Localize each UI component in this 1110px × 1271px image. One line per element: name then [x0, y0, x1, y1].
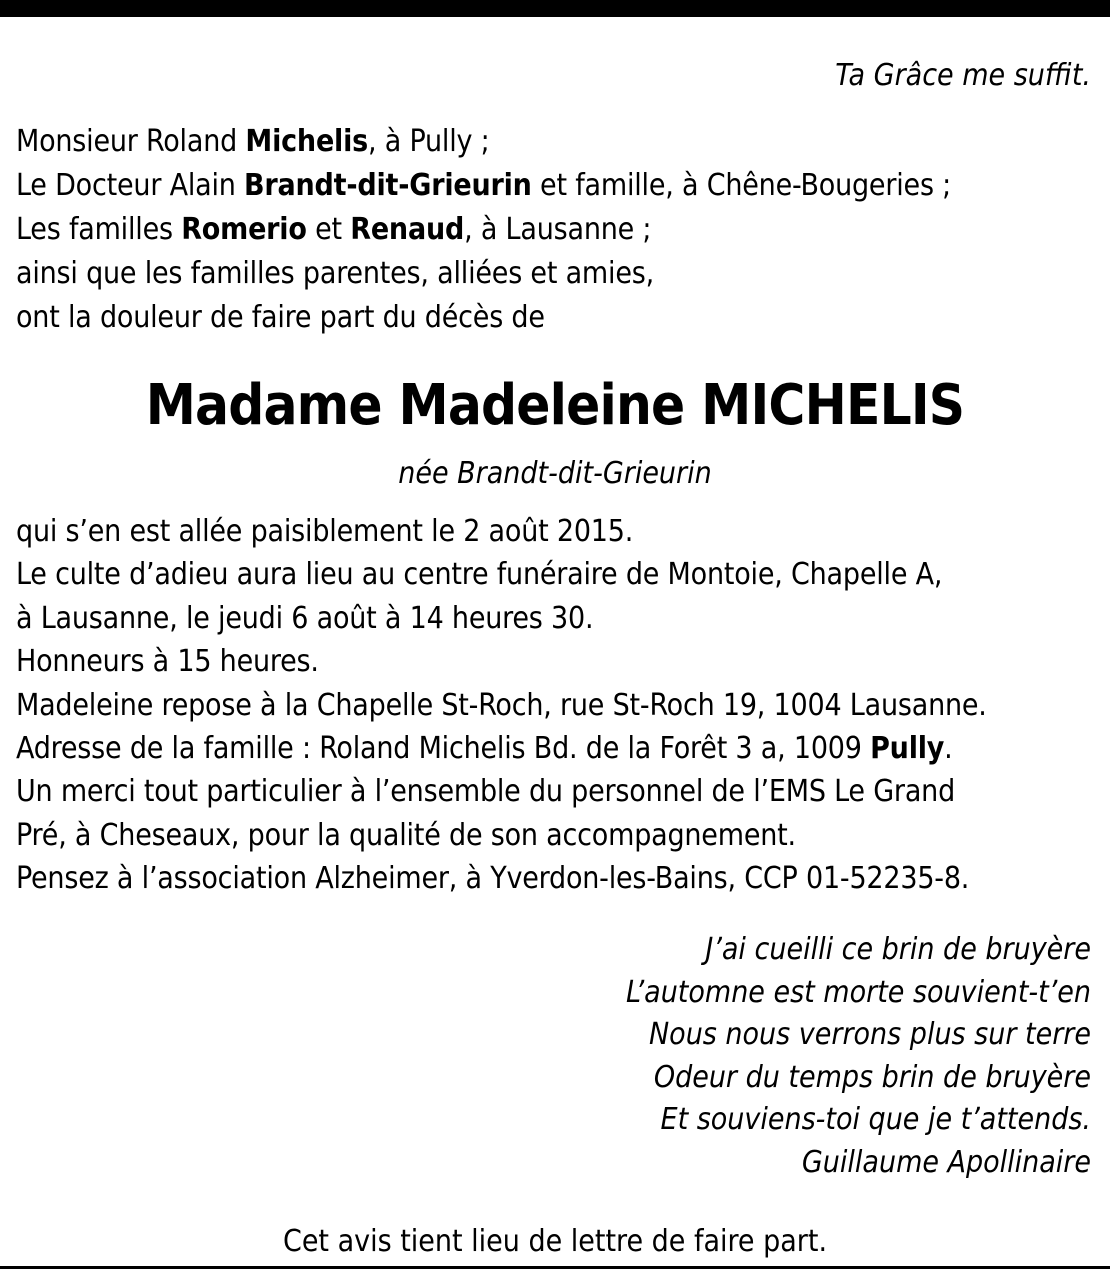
top-border-rule	[0, 0, 1110, 17]
detail-line: qui s’en est allée paisiblement le 2 août 2015.	[16, 514, 634, 549]
poem-line: Nous nous verrons plus sur terre	[649, 1017, 1091, 1052]
family-line: ainsi que les familles parentes, alliées et amies,	[16, 256, 654, 291]
detail-line	[16, 727, 1096, 770]
detail-line: Le culte d’adieu aura lieu au centre funéraire de Montoie, Chapelle A,	[16, 557, 943, 593]
poem-author: Guillaume Apollinaire	[801, 1144, 1091, 1180]
detail-line: Honneurs à 15 heures.	[16, 644, 319, 680]
text-fragment: , à Pully ;	[368, 124, 490, 159]
text-fragment: Monsieur Roland	[16, 124, 246, 159]
family-line: ont la douleur de faire part du décès de	[16, 300, 545, 335]
detail-line: Un merci tout particulier à l’ensemble du personnel de l’EMS Le Grand	[16, 774, 956, 810]
detail-line: Pré, à Cheseaux, pour la qualité de son accompagnement.	[16, 817, 796, 853]
deceased-name: Madame Madeleine MICHELIS	[145, 373, 965, 438]
text-fragment: , à Lausanne ;	[464, 212, 652, 247]
text-fragment: Adresse de la famille : Roland Michelis Bd. de la Forêt 3 a, 1009	[16, 730, 871, 766]
text-fragment: Le Docteur Alain	[16, 168, 245, 203]
poem-line: J’ai cueilli ce brin de bruyère	[705, 932, 1091, 967]
poem-line: Et souviens-toi que je t’attends.	[660, 1102, 1091, 1137]
detail-line: Pensez à l’association Alzheimer, à Yverdon-les-Bains, CCP 01-52235-8.	[16, 861, 970, 897]
surname-bold: Renaud	[350, 212, 465, 247]
surname-bold: Brandt-dit-Grieurin	[244, 168, 532, 203]
poem-line: Odeur du temps brin de bruyère	[653, 1059, 1091, 1095]
text-fragment: et famille, à Chêne-Bougeries ;	[531, 168, 952, 203]
poem	[626, 929, 1091, 1184]
closing-note: Cet avis tient lieu de lettre de faire part.	[282, 1224, 828, 1259]
motto: Ta Grâce me suffit.	[835, 58, 1091, 93]
family-line	[16, 120, 1096, 164]
maiden-name: née Brandt-dit-Grieurin	[398, 456, 712, 491]
text-fragment: et	[306, 212, 351, 247]
surname-bold: Michelis	[245, 124, 369, 159]
funeral-details	[16, 510, 1096, 901]
text-fragment: Les familles	[16, 212, 182, 247]
family-announcement	[16, 120, 1096, 340]
family-line	[16, 164, 1096, 208]
poem-line: L’automne est morte souvient-t’en	[625, 974, 1091, 1010]
family-line	[16, 208, 1096, 252]
detail-line: Madeleine repose à la Chapelle St-Roch, rue St-Roch 19, 1004 Lausanne.	[16, 687, 987, 723]
bottom-border-rule	[0, 1266, 1110, 1269]
text-fragment: .	[944, 730, 953, 766]
surname-bold: Romerio	[181, 212, 307, 247]
town-bold: Pully	[870, 730, 945, 766]
detail-line: à Lausanne, le jeudi 6 août à 14 heures 30.	[16, 600, 594, 636]
